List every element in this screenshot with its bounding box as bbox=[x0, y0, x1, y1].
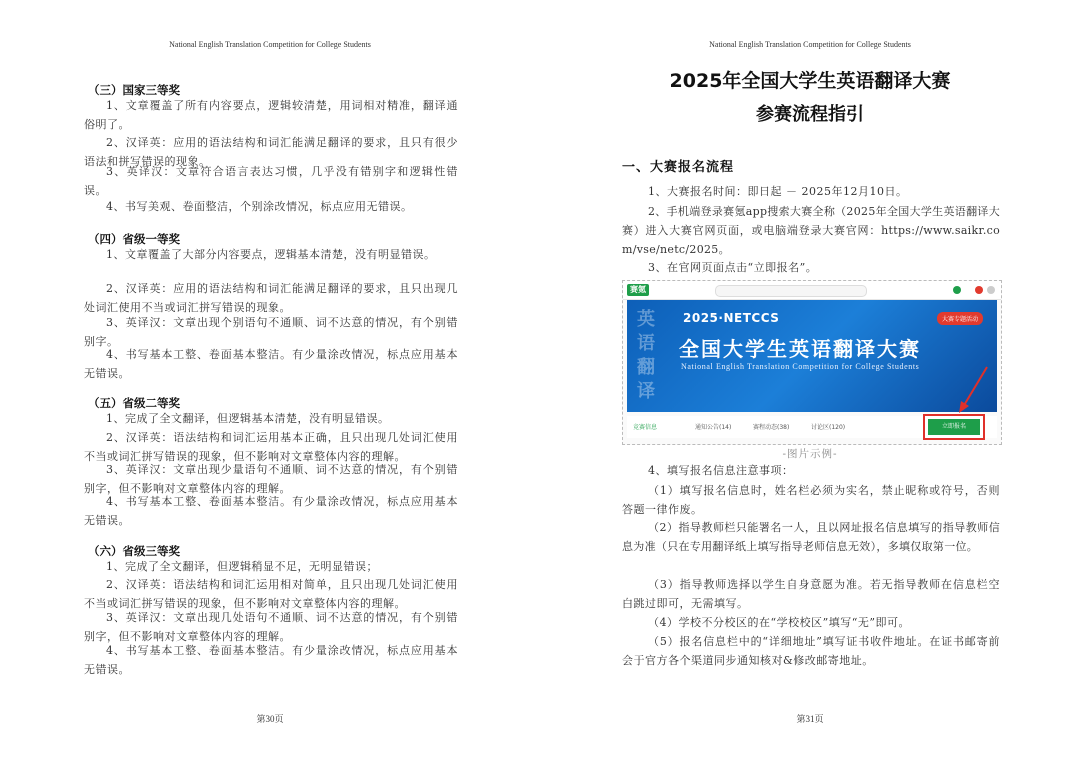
saikr-logo: 赛氪 bbox=[627, 284, 649, 296]
avatar bbox=[987, 286, 995, 294]
login-icon bbox=[953, 286, 961, 294]
step-2: 2、手机端登录赛氪app搜索大赛全称（2025年全国大学生英语翻译大赛）进入大赛官网页面，或电脑端登录大赛官网：https://www.saikr.com/vse/netc/2025。 bbox=[622, 205, 1000, 256]
banner-side-text: 英语翻译 bbox=[637, 309, 655, 402]
apply-now-highlight bbox=[923, 414, 985, 440]
section-title-provincial-third: （六）省级三等奖 bbox=[88, 544, 180, 558]
banner-subtitle: National English Translation Competition for College Students bbox=[681, 362, 920, 371]
note-5: （5）报名信息栏中的“详细地址”填写证书收件地址。在证书邮寄前会于官方各个渠道同步通知核对&修改邮寄地址。 bbox=[622, 635, 1000, 667]
note-2: （2）指导教师栏只能署名一人，且以网址报名信息填写的指导教师信息为准（只在专用翻译纸上填写指导老师信息无效），多填仅取第一位。 bbox=[622, 521, 1000, 553]
running-head: National English Translation Competition for College Students bbox=[169, 40, 371, 49]
document-subtitle: 参赛流程指引 bbox=[756, 104, 864, 125]
paragraph: 2、汉译英：应用的语法结构和词汇能满足翻译的要求，且只出现几处词汇使用不当或词汇拼写错误的现象。 bbox=[84, 282, 458, 314]
note-4: （4）学校不分校区的在“学校校区”填写“无”即可。 bbox=[648, 616, 910, 629]
paragraph: 4、书写基本工整、卷面基本整洁。有少量涂改情况，标点应用基本无错误。 bbox=[84, 644, 458, 676]
paragraph: 3、英译汉：文章出现个别语句不通顺、词不达意的情况，有个别错别字。 bbox=[84, 316, 458, 348]
banner-title: 全国大学生英语翻译大赛 bbox=[679, 337, 921, 361]
section-heading: 一、大赛报名流程 bbox=[622, 160, 735, 175]
page-number: 第31页 bbox=[796, 714, 824, 724]
paragraph: 1、文章覆盖了大部分内容要点，逻辑基本清楚，没有明显错误。 bbox=[106, 248, 436, 261]
red-arrow-icon bbox=[953, 365, 993, 415]
paragraph: 3、英译汉：文章出现少量语句不通顺、词不达意的情况，有个别错别字，但不影响对文章整体内容的理解。 bbox=[84, 463, 458, 495]
notification-icon bbox=[975, 286, 983, 294]
paragraph: 2、汉译英：语法结构和词汇运用基本正确，且只出现几处词汇使用不当或词汇拼写错误的现象，但不影响对文章整体内容的理解。 bbox=[84, 431, 458, 463]
tab-competition-info: 竞赛信息 bbox=[633, 424, 658, 431]
website-screenshot-figure bbox=[622, 280, 1002, 445]
paragraph: 4、书写美观、卷面整洁，个别涂改情况，标点应用无错误。 bbox=[106, 200, 413, 213]
step-1: 1、大赛报名时间：即日起 － 2025年12月10日。 bbox=[648, 185, 908, 198]
paragraph: 3、英译汉：文章符合语言表达习惯，几乎没有错别字和逻辑性错误。 bbox=[84, 165, 458, 197]
paragraph: 2、汉译英：语法结构和词汇运用相对简单，且只出现几处词汇使用不当或词汇拼写错误的现象，但不影响对文章整体内容的理解。 bbox=[84, 578, 458, 610]
banner-badge: 2025·NETCCS bbox=[683, 311, 780, 325]
competition-banner bbox=[627, 300, 997, 412]
apply-now-button: 立即报名 bbox=[928, 419, 980, 435]
activity-tag: 大赛专题活动 bbox=[937, 312, 983, 325]
paragraph: 2、汉译英：应用的语法结构和词汇能满足翻译的要求，且只有很少语法和拼写错误的现象。 bbox=[84, 136, 458, 168]
tab-announcements: 通知公告(14) bbox=[695, 424, 732, 431]
paragraph: 1、完成了全文翻译，但逻辑基本清楚，没有明显错误。 bbox=[106, 412, 390, 425]
running-head: National English Translation Competition for College Students bbox=[709, 40, 911, 49]
document-title: 2025年全国大学生英语翻译大赛 bbox=[669, 70, 951, 92]
paragraph: 4、书写基本工整、卷面基本整洁。有少量涂改情况，标点应用基本无错误。 bbox=[84, 495, 458, 527]
step-4-title: 4、填写报名信息注意事项： bbox=[648, 464, 794, 477]
website-topbar bbox=[623, 281, 1001, 300]
figure-caption: -图片示例- bbox=[782, 448, 838, 460]
step-3: 3、在官网页面点击“立即报名”。 bbox=[648, 261, 818, 274]
tab-discussion: 讨论区(120) bbox=[811, 424, 846, 431]
note-3: （3）指导教师选择以学生自身意愿为准。若无指导教师在信息栏空白跳过即可，无需填写。 bbox=[622, 578, 1000, 610]
website-search-input bbox=[715, 285, 867, 297]
section-title-provincial-second: （五）省级二等奖 bbox=[88, 396, 180, 410]
paragraph: 1、文章覆盖了所有内容要点，逻辑较清楚，用词相对精准，翻译通俗明了。 bbox=[84, 99, 458, 131]
paragraph: 4、书写基本工整、卷面基本整洁。有少量涂改情况，标点应用基本无错误。 bbox=[84, 348, 458, 380]
note-1: （1）填写报名信息时，姓名栏必须为实名，禁止昵称或符号，否则答题一律作废。 bbox=[622, 484, 1000, 516]
paragraph: 1、完成了全文翻译，但逻辑稍显不足，无明显错误； bbox=[106, 560, 378, 573]
tab-schedule: 赛程动态(38) bbox=[753, 424, 790, 431]
paragraph: 3、英译汉：文章出现几处语句不通顺、词不达意的情况，有个别错别字，但不影响对文章整体内容的理解。 bbox=[84, 611, 458, 643]
section-title-national-third: （三）国家三等奖 bbox=[88, 83, 180, 97]
section-title-provincial-first: （四）省级一等奖 bbox=[88, 232, 180, 246]
page-number: 第30页 bbox=[256, 714, 284, 724]
